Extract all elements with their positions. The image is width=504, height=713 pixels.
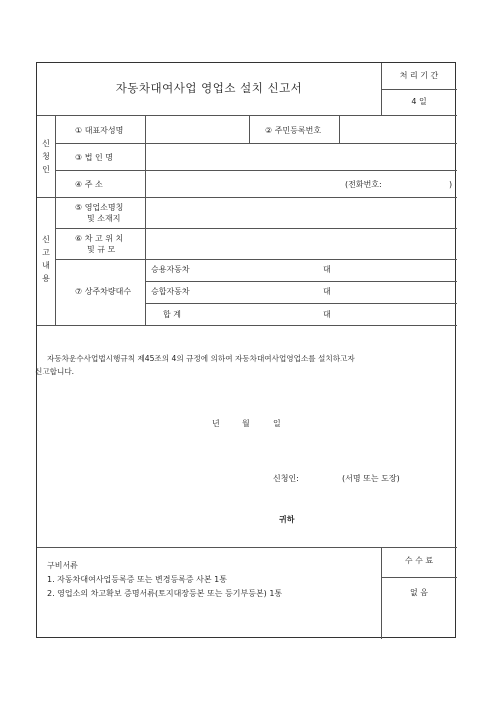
report-form (36, 62, 456, 638)
date-month: 월 (242, 419, 250, 428)
addressee: 귀하 (279, 515, 295, 524)
processing-period-value: 4 일 (411, 97, 427, 106)
processing-divider (381, 89, 457, 90)
date-day: 일 (273, 419, 281, 428)
garage-label: ⑥ 차 고 위 치 (75, 234, 124, 243)
vehicle-row-unit: 대 (323, 287, 331, 296)
attachments-heading: 구비서류 (47, 561, 78, 570)
fee-label: 수 수 료 (404, 556, 434, 565)
address-label: ④ 주 소 (75, 180, 103, 189)
report-section-label: 신 고 내 용 (42, 235, 50, 283)
vehicle-total-name: 합 계 (163, 310, 181, 319)
section-column-line (55, 115, 56, 325)
statement-line-1: 자동차운수사업법시행규칙 제45조의 4의 규정에 의하여 자동차대여사업영업소를 설치하고자 (47, 354, 355, 363)
vehicle-total-unit: 대 (323, 310, 331, 319)
date-year: 년 (212, 419, 220, 428)
fee-value: 없 음 (410, 588, 428, 597)
attachment-item: 2. 영업소의 차고확보 증명서류(토지대장등본 또는 등기부등본) 1통 (47, 589, 283, 598)
attachment-item: 1. 자동차대여사업등록증 또는 변경등록증 사본 1통 (47, 575, 227, 584)
label-column-line (145, 115, 146, 325)
vehicle-row-name: 승용자동차 (151, 265, 190, 274)
processing-period-label: 처 리 기 간 (399, 71, 439, 80)
title-bottom-line (37, 115, 457, 116)
resident-no-label: ② 주민등록번호 (265, 126, 322, 135)
vehicles-label: ⑦ 상주차량대수 (75, 287, 132, 296)
rep-name-divider (249, 115, 250, 143)
office-label: ⑤ 영업소명칭 (75, 203, 124, 212)
resident-no-divider (339, 115, 340, 143)
phone-close: ) (449, 180, 453, 189)
applicant-section-label: 신 청 인 (42, 139, 50, 174)
rep-name-label: ① 대표자성명 (75, 126, 124, 135)
form-title: 자동차대여사업 영업소 설치 신고서 (115, 81, 303, 95)
phone-label: (전화번호: (345, 180, 382, 189)
statement-line-2: 신고합니다. (35, 367, 75, 376)
applicant-sign-label: 신청인: (273, 474, 299, 483)
vehicle-row-name: 승합자동차 (151, 287, 190, 296)
office-label-2: 및 소재지 (87, 214, 121, 223)
signature-label: (서명 또는 도장) (342, 474, 400, 483)
garage-label-2: 및 규 모 (87, 245, 116, 254)
vehicle-row-unit: 대 (323, 265, 331, 274)
corp-name-label: ③ 법 인 명 (75, 153, 113, 162)
